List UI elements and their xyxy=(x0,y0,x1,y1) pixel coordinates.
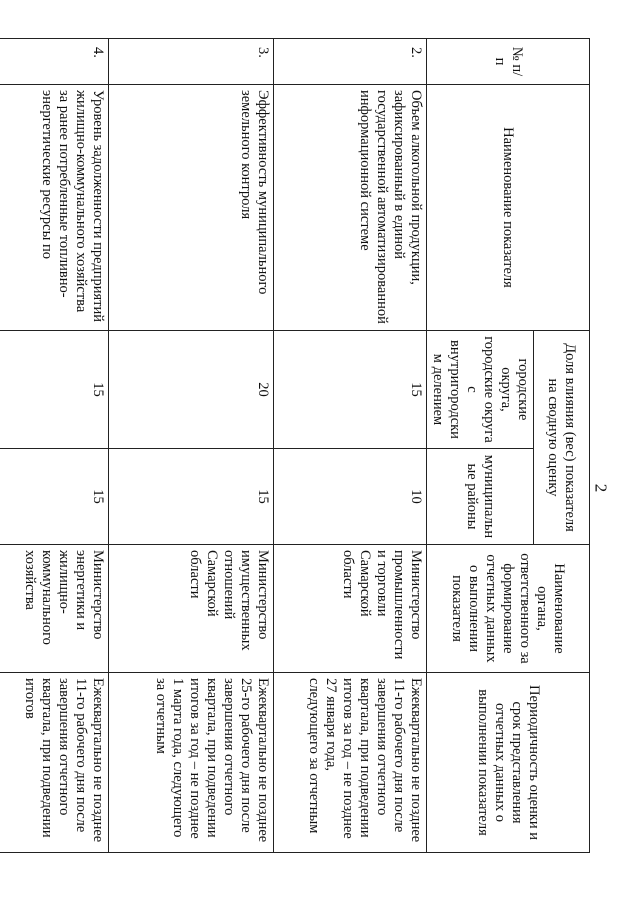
row-share-urban: 15 xyxy=(274,331,427,449)
row-name: Эффективность муниципального земельного контроля xyxy=(109,85,274,331)
row-organ: Министерство промышленности и торговли Самарской области xyxy=(274,545,427,673)
header-num: № п/п xyxy=(427,39,590,85)
row-share-municipal: 15 xyxy=(0,449,109,545)
table-row xyxy=(109,39,274,853)
row-period: Ежеквартально не позднее 25-го рабочего дня после завершения отчетного квартала, при подведении итогов за год – не позднее 1 марта года, следующего за отчетным xyxy=(109,673,274,853)
table-row xyxy=(274,39,427,853)
row-share-urban: 15 xyxy=(0,331,109,449)
row-organ: Министерство энергетики и жилищно-коммунального хозяйства xyxy=(0,545,109,673)
rotated-page xyxy=(0,38,590,896)
header-share: Доля влияния (вес) показателя на сводную оценку xyxy=(534,331,590,545)
row-share-municipal: 10 xyxy=(274,449,427,545)
page-number: 2 xyxy=(591,483,611,493)
row-name: Уровень задолженности предприятий жилищно-коммунального хозяйства за ранее потребленные топливно-энергетические ресурсы по xyxy=(0,85,109,331)
row-num: 3. xyxy=(109,39,274,85)
indicators-table xyxy=(0,38,590,853)
row-period: Ежеквартально не позднее 11-го рабочего дня после завершения отчетного квартала, при подведении итогов xyxy=(0,673,109,853)
row-organ: Министерство имущественных отношений Самарской области xyxy=(109,545,274,673)
row-num: 2. xyxy=(274,39,427,85)
header-organ: Наименование органа, ответственного за формирование отчетных данных о выполнении показателя xyxy=(427,545,590,673)
row-name: Объем алкогольной продукции, зафиксированный в единой государственной автоматизированной информационной системе xyxy=(274,85,427,331)
row-period: Ежеквартально не позднее 11-го рабочего дня после завершения отчетного квартала, при подведении итогов за год – не позднее 27 января года, следующего за отчетным xyxy=(274,673,427,853)
row-share-municipal: 15 xyxy=(109,449,274,545)
row-num: 4. xyxy=(0,39,109,85)
row-share-urban: 20 xyxy=(109,331,274,449)
header-share-urban: городские округа, городские округа с внутригородским делением xyxy=(427,331,534,449)
header-period: Периодичность оценки и срок представления отчетных данных о выполнении показателя xyxy=(427,673,590,853)
header-name: Наименование показателя xyxy=(427,85,590,331)
header-share-municipal: муниципальные районы xyxy=(427,449,534,545)
table-row xyxy=(0,39,109,853)
